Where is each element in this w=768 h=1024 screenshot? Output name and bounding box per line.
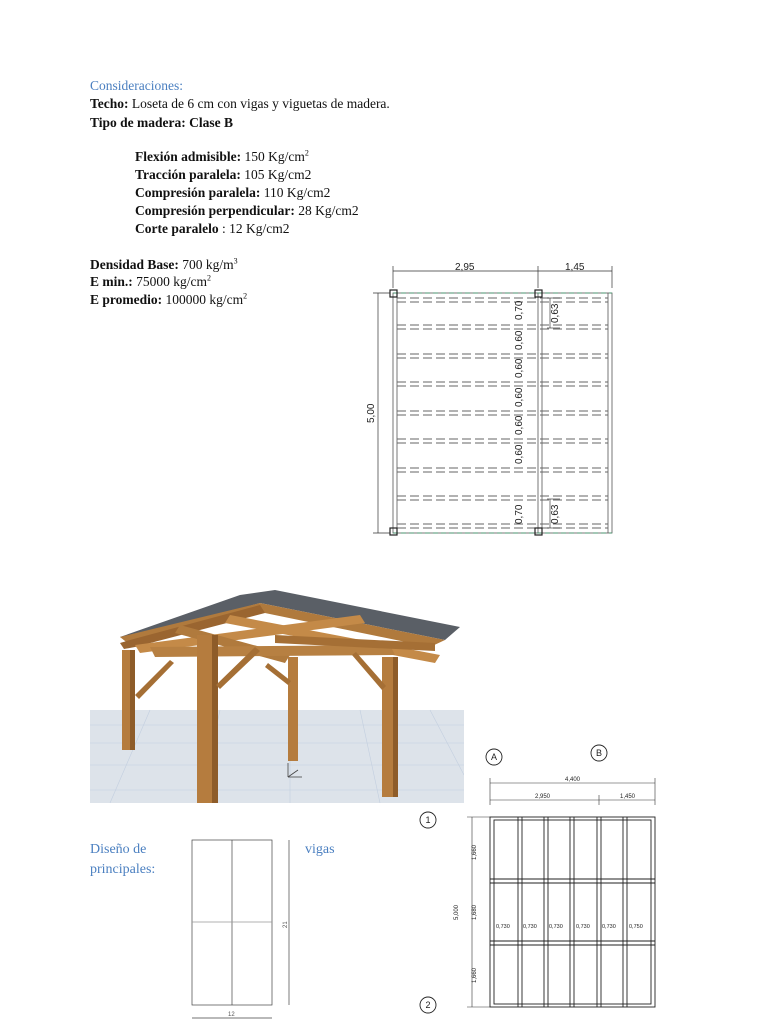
property-line — [135, 148, 309, 166]
structural-plan-drawing — [410, 735, 668, 1024]
dim-total: 4,400 — [565, 777, 581, 783]
bay-2: 0,730 — [549, 924, 563, 930]
dim-mid-6: 0,70 — [514, 504, 525, 524]
property-label: Tracción paralela: — [135, 167, 241, 182]
eprom-value: 100000 kg/cm — [165, 292, 244, 307]
bay-3: 0,730 — [576, 924, 590, 930]
axis-1: 1 — [425, 815, 431, 825]
densidad-value: 700 kg/m — [182, 257, 234, 272]
bay-5: 0,750 — [629, 924, 643, 930]
dim-mid-1: 0,60 — [514, 330, 525, 350]
section-heading: Consideraciones: — [90, 78, 183, 93]
dim-left-total: 5,000 — [454, 904, 460, 920]
property-label: Compresión perpendicular: — [135, 203, 295, 218]
axis-A: A — [490, 752, 498, 762]
property-value: 28 Kg/cm2 — [298, 203, 359, 218]
design-heading-a: Diseño de — [90, 842, 147, 857]
emin-sup: 2 — [207, 273, 212, 283]
emin-value: 75000 kg/cm — [136, 274, 208, 289]
axis-2: 2 — [425, 1000, 431, 1010]
dim-left-0: 1,660 — [472, 844, 478, 860]
dim-mid-5: 0,60 — [514, 444, 525, 464]
dim-part-1: 1,450 — [620, 794, 636, 800]
property-label: Corte paralelo — [135, 221, 219, 236]
design-heading-right: vigas — [305, 842, 335, 857]
property-label: Compresión paralela: — [135, 185, 261, 200]
roof-plan-drawing — [360, 258, 625, 543]
dim-right-0: 0,63 — [550, 303, 561, 323]
dim-top-0: 2,95 — [455, 262, 475, 273]
dim-part-0: 2,950 — [535, 794, 551, 800]
design-heading-b: principales: — [90, 862, 156, 877]
dim-mid-0: 0,70 — [514, 300, 525, 320]
property-line — [135, 202, 359, 220]
techo-label: Techo: — [90, 96, 129, 111]
property-value: : 12 Kg/cm2 — [221, 221, 290, 236]
axis-B: B — [595, 748, 603, 758]
madera-label: Tipo de madera: — [90, 115, 186, 130]
bay-0: 0,730 — [496, 924, 510, 930]
property-sup: 2 — [304, 148, 309, 158]
eprom-sup: 2 — [243, 291, 248, 301]
bay-1: 0,730 — [523, 924, 537, 930]
dim-left: 5,00 — [366, 403, 377, 423]
densidad-line — [90, 256, 238, 274]
emin-label: E min.: — [90, 274, 133, 289]
dim-left-1: 1,680 — [472, 904, 478, 920]
bay-4: 0,730 — [602, 924, 616, 930]
dim-top-1: 1,45 — [565, 262, 585, 273]
dim-mid-2: 0,60 — [514, 358, 525, 378]
joist-lines — [397, 298, 608, 528]
plan-grid — [490, 817, 655, 1007]
property-line — [135, 184, 330, 202]
madera-line — [90, 114, 233, 132]
panel-width: 12 — [228, 1012, 235, 1018]
eprom-line — [90, 291, 247, 309]
beam-section-drawing — [185, 836, 300, 1024]
dim-mid-4: 0,60 — [514, 415, 525, 435]
design-heading-left — [90, 840, 155, 880]
dim-mid-3: 0,60 — [514, 387, 525, 407]
dim-right-1: 0,63 — [550, 504, 561, 524]
densidad-label: Densidad Base: — [90, 257, 179, 272]
densidad-sup: 3 — [233, 256, 238, 266]
techo-line — [90, 95, 390, 113]
property-line — [135, 220, 289, 238]
property-value: 150 Kg/cm — [244, 149, 305, 164]
property-line — [135, 166, 311, 184]
property-label: Flexión admisible: — [135, 149, 242, 164]
property-value: 110 Kg/cm2 — [263, 185, 331, 200]
techo-value: Loseta de 6 cm con vigas y viguetas de madera. — [131, 96, 390, 111]
panel-height: 21 — [283, 921, 289, 928]
property-value: 105 Kg/cm2 — [244, 167, 312, 182]
emin-line — [90, 273, 211, 291]
eprom-label: E promedio: — [90, 292, 163, 307]
dim-left-2: 1,660 — [472, 967, 478, 983]
madera-value: Clase B — [189, 115, 234, 130]
pergola-3d-render — [90, 585, 464, 803]
